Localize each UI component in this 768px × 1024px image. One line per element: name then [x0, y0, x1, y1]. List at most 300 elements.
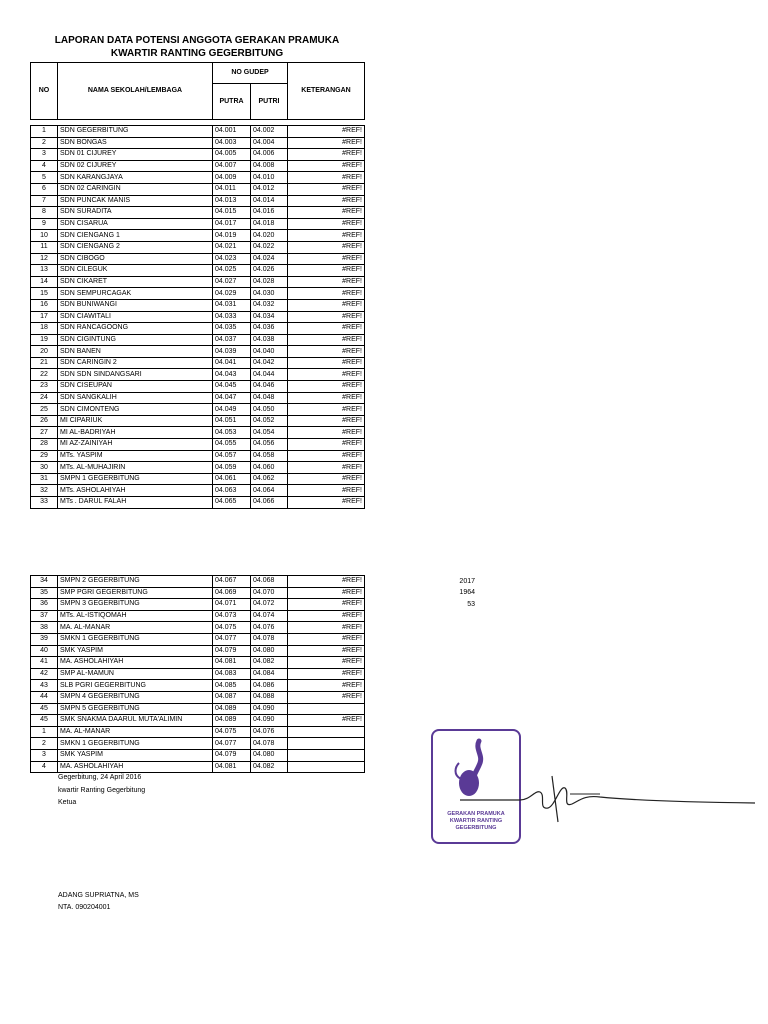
row-putri: 04.090 [251, 703, 288, 715]
row-putra: 04.049 [213, 404, 251, 416]
row-school-name: SDN CIMONTENG [58, 404, 213, 416]
row-school-name: MA. ASHOLAHIYAH [58, 761, 213, 773]
row-no: 37 [31, 610, 58, 622]
row-no: 36 [31, 599, 58, 611]
row-putra: 04.019 [213, 230, 251, 242]
row-school-name: SDN BANEN [58, 346, 213, 358]
row-putri: 04.050 [251, 404, 288, 416]
row-school-name: MTs . DARUL FALAH [58, 497, 213, 509]
row-putri: 04.024 [251, 253, 288, 265]
row-school-name: SMK YASPIM [58, 749, 213, 761]
row-keterangan: #REF! [288, 265, 365, 277]
table-row [31, 160, 365, 172]
row-no: 21 [31, 357, 58, 369]
row-keterangan: #REF! [288, 485, 365, 497]
row-putra: 04.077 [213, 738, 251, 750]
row-putri: 04.028 [251, 276, 288, 288]
side-value-1: 2017 [459, 578, 475, 585]
row-putri: 04.022 [251, 241, 288, 253]
row-putra: 04.031 [213, 299, 251, 311]
row-no: 9 [31, 218, 58, 230]
row-keterangan: #REF! [288, 576, 365, 588]
row-putra: 04.011 [213, 183, 251, 195]
row-keterangan: #REF! [288, 645, 365, 657]
table-row [31, 311, 365, 323]
row-school-name: SDN 02 CARINGIN [58, 183, 213, 195]
row-school-name: SDN CIAWITALI [58, 311, 213, 323]
row-school-name: SMPN 4 GEGERBITUNG [58, 691, 213, 703]
row-keterangan: #REF! [288, 137, 365, 149]
row-school-name: SDN CIBOGO [58, 253, 213, 265]
row-school-name: SDN 02 CIJUREY [58, 160, 213, 172]
row-school-name: SDN SDN SINDANGSARI [58, 369, 213, 381]
row-putra: 04.081 [213, 761, 251, 773]
row-putra: 04.061 [213, 473, 251, 485]
row-putra: 04.069 [213, 587, 251, 599]
row-putra: 04.001 [213, 126, 251, 138]
row-putra: 04.087 [213, 691, 251, 703]
row-putra: 04.071 [213, 599, 251, 611]
row-putra: 04.063 [213, 485, 251, 497]
row-no: 29 [31, 450, 58, 462]
row-no: 44 [31, 691, 58, 703]
table-row [31, 265, 365, 277]
row-no: 40 [31, 645, 58, 657]
row-school-name: SDN PUNCAK MANIS [58, 195, 213, 207]
row-keterangan: #REF! [288, 149, 365, 161]
row-no: 4 [31, 160, 58, 172]
row-school-name: SDN KARANGJAYA [58, 172, 213, 184]
row-no: 24 [31, 392, 58, 404]
row-keterangan: #REF! [288, 172, 365, 184]
side-value-3: 53 [467, 601, 475, 608]
row-school-name: SDN RANCAGOONG [58, 323, 213, 335]
row-keterangan: #REF! [288, 715, 365, 727]
row-no: 7 [31, 195, 58, 207]
row-keterangan [288, 726, 365, 738]
row-keterangan: #REF! [288, 680, 365, 692]
row-putra: 04.089 [213, 703, 251, 715]
row-putra: 04.035 [213, 323, 251, 335]
row-keterangan: #REF! [288, 450, 365, 462]
row-school-name: SDN BUNIWANGI [58, 299, 213, 311]
row-no: 17 [31, 311, 58, 323]
row-no: 25 [31, 404, 58, 416]
row-keterangan: #REF! [288, 299, 365, 311]
row-school-name: SDN CISEUPAN [58, 381, 213, 393]
row-school-name: SMPN 3 GEGERBITUNG [58, 599, 213, 611]
row-putra: 04.043 [213, 369, 251, 381]
row-keterangan: #REF! [288, 668, 365, 680]
table-row [31, 404, 365, 416]
row-putri: 04.020 [251, 230, 288, 242]
row-school-name: MI AL-BADRIYAH [58, 427, 213, 439]
table-row [31, 473, 365, 485]
row-keterangan: #REF! [288, 599, 365, 611]
table-row [31, 610, 365, 622]
row-keterangan [288, 761, 365, 773]
row-no: 15 [31, 288, 58, 300]
row-school-name: SMPN 1 GEGERBITUNG [58, 473, 213, 485]
row-putri: 04.006 [251, 149, 288, 161]
row-putra: 04.083 [213, 668, 251, 680]
row-no: 12 [31, 253, 58, 265]
row-keterangan: #REF! [288, 334, 365, 346]
table-row [31, 230, 365, 242]
table-row [31, 323, 365, 335]
table-row [31, 587, 365, 599]
signatory-name: ADANG SUPRIATNA, MS [58, 892, 139, 899]
row-keterangan: #REF! [288, 288, 365, 300]
table-row [31, 599, 365, 611]
row-putri: 04.012 [251, 183, 288, 195]
row-keterangan: #REF! [288, 369, 365, 381]
row-no: 23 [31, 381, 58, 393]
table-row [31, 137, 365, 149]
report-title: LAPORAN DATA POTENSI ANGGOTA GERAKAN PRAMUKA [54, 35, 340, 46]
row-putri: 04.048 [251, 392, 288, 404]
row-putri: 04.058 [251, 450, 288, 462]
row-school-name: SDN SANGKALIH [58, 392, 213, 404]
row-no: 33 [31, 497, 58, 509]
row-school-name: SDN SEMPURCAGAK [58, 288, 213, 300]
row-keterangan [288, 749, 365, 761]
table-row [31, 497, 365, 509]
row-school-name: SDN CIENGANG 2 [58, 241, 213, 253]
table-row [31, 172, 365, 184]
signature-place-date: Gegerbitung, 24 April 2016 [58, 774, 142, 781]
row-putra: 04.021 [213, 241, 251, 253]
row-putri: 04.068 [251, 576, 288, 588]
row-no: 1 [31, 726, 58, 738]
header-nama: NAMA SEKOLAH/LEMBAGA [58, 63, 213, 120]
row-putra: 04.079 [213, 749, 251, 761]
row-no: 22 [31, 369, 58, 381]
row-putra: 04.029 [213, 288, 251, 300]
row-keterangan: #REF! [288, 473, 365, 485]
stamp-line-3: GEGERBITUNG [455, 825, 497, 831]
row-putri: 04.040 [251, 346, 288, 358]
row-putri: 04.060 [251, 462, 288, 474]
table-row [31, 633, 365, 645]
row-putra: 04.023 [213, 253, 251, 265]
row-keterangan: #REF! [288, 276, 365, 288]
row-school-name: MI CIPARIUK [58, 415, 213, 427]
row-school-name: SMPN 2 GEGERBITUNG [58, 576, 213, 588]
row-school-name: MA. AL-MANAR [58, 726, 213, 738]
row-putri: 04.064 [251, 485, 288, 497]
table-row [31, 726, 365, 738]
row-putra: 04.079 [213, 645, 251, 657]
row-keterangan: #REF! [288, 230, 365, 242]
row-no: 30 [31, 462, 58, 474]
table-header [30, 62, 365, 120]
signature-org: kwartir Ranting Gegerbitung [58, 787, 146, 794]
row-putri: 04.072 [251, 599, 288, 611]
row-putri: 04.044 [251, 369, 288, 381]
side-value-2: 1964 [459, 589, 475, 596]
row-putra: 04.045 [213, 381, 251, 393]
table-row [31, 439, 365, 451]
row-school-name: SMKN 1 GEGERBITUNG [58, 633, 213, 645]
table-row [31, 691, 365, 703]
row-putri: 04.066 [251, 497, 288, 509]
row-putri: 04.004 [251, 137, 288, 149]
table-row [31, 381, 365, 393]
report-subtitle: KWARTIR RANTING GEGERBITUNG [110, 48, 284, 59]
row-school-name: SDN GEGERBITUNG [58, 126, 213, 138]
row-putra: 04.005 [213, 149, 251, 161]
row-no: 3 [31, 749, 58, 761]
row-school-name: SDN CIGINTUNG [58, 334, 213, 346]
stamp-line-1: GERAKAN PRAMUKA [447, 811, 505, 817]
table-row [31, 276, 365, 288]
row-no: 28 [31, 439, 58, 451]
header-no: NO [31, 63, 58, 120]
row-putri: 04.046 [251, 381, 288, 393]
row-putra: 04.065 [213, 497, 251, 509]
row-school-name: SDN BONGAS [58, 137, 213, 149]
row-keterangan: #REF! [288, 323, 365, 335]
row-no: 32 [31, 485, 58, 497]
stamp-line-2: KWARTIR RANTING [449, 818, 503, 824]
row-putri: 04.082 [251, 761, 288, 773]
row-no: 26 [31, 415, 58, 427]
table-row [31, 576, 365, 588]
row-putra: 04.033 [213, 311, 251, 323]
row-no: 43 [31, 680, 58, 692]
row-putri: 04.080 [251, 749, 288, 761]
row-putri: 04.026 [251, 265, 288, 277]
row-putri: 04.042 [251, 357, 288, 369]
row-putri: 04.032 [251, 299, 288, 311]
table-row [31, 334, 365, 346]
row-keterangan: #REF! [288, 346, 365, 358]
row-putra: 04.055 [213, 439, 251, 451]
row-keterangan: #REF! [288, 497, 365, 509]
signatory-nta: NTA. 090204001 [58, 904, 111, 911]
row-no: 39 [31, 633, 58, 645]
row-putra: 04.037 [213, 334, 251, 346]
row-no: 2 [31, 137, 58, 149]
table-row [31, 149, 365, 161]
row-no: 45 [31, 703, 58, 715]
table-row [31, 680, 365, 692]
row-putra: 04.059 [213, 462, 251, 474]
header-putra: PUTRA [213, 84, 251, 120]
row-keterangan: #REF! [288, 253, 365, 265]
table-row [31, 749, 365, 761]
data-table-1 [30, 125, 365, 509]
row-putra: 04.013 [213, 195, 251, 207]
row-school-name: SLB PGRI GEGERBITUNG [58, 680, 213, 692]
row-putra: 04.007 [213, 160, 251, 172]
row-keterangan: #REF! [288, 381, 365, 393]
row-no: 42 [31, 668, 58, 680]
row-putra: 04.089 [213, 715, 251, 727]
table-row [31, 218, 365, 230]
row-keterangan [288, 703, 365, 715]
row-putri: 04.030 [251, 288, 288, 300]
row-putri: 04.088 [251, 691, 288, 703]
header-putri: PUTRI [251, 84, 288, 120]
row-school-name: SMP PGRI GEGERBITUNG [58, 587, 213, 599]
row-school-name: MA. AL-MANAR [58, 622, 213, 634]
row-keterangan: #REF! [288, 439, 365, 451]
row-putra: 04.075 [213, 726, 251, 738]
table-row [31, 126, 365, 138]
row-school-name: MI AZ-ZAINIYAH [58, 439, 213, 451]
row-keterangan [288, 738, 365, 750]
row-putra: 04.047 [213, 392, 251, 404]
row-school-name: SDN CIENGANG 1 [58, 230, 213, 242]
row-no: 18 [31, 323, 58, 335]
row-no: 16 [31, 299, 58, 311]
row-keterangan: #REF! [288, 218, 365, 230]
row-putri: 04.070 [251, 587, 288, 599]
table-row [31, 183, 365, 195]
row-putra: 04.067 [213, 576, 251, 588]
row-keterangan: #REF! [288, 415, 365, 427]
table-row [31, 288, 365, 300]
row-school-name: MTs. YASPIM [58, 450, 213, 462]
header-gudep: NO GUDEP [213, 63, 288, 84]
row-no: 4 [31, 761, 58, 773]
table-row [31, 450, 365, 462]
row-no: 11 [31, 241, 58, 253]
row-putri: 04.038 [251, 334, 288, 346]
row-putri: 04.052 [251, 415, 288, 427]
row-putra: 04.057 [213, 450, 251, 462]
row-no: 38 [31, 622, 58, 634]
row-putra: 04.041 [213, 357, 251, 369]
row-keterangan: #REF! [288, 207, 365, 219]
table-row [31, 738, 365, 750]
row-putra: 04.085 [213, 680, 251, 692]
row-putra: 04.003 [213, 137, 251, 149]
row-school-name: SMP AL-MAMUN [58, 668, 213, 680]
row-putra: 04.051 [213, 415, 251, 427]
table-row [31, 715, 365, 727]
row-school-name: SDN CISARUA [58, 218, 213, 230]
row-school-name: MTs. AL-MUHAJIRIN [58, 462, 213, 474]
row-no: 41 [31, 657, 58, 669]
row-putra: 04.025 [213, 265, 251, 277]
row-school-name: SMPN 5 GEGERBITUNG [58, 703, 213, 715]
row-putra: 04.015 [213, 207, 251, 219]
row-keterangan: #REF! [288, 462, 365, 474]
row-school-name: SMKN 1 GEGERBITUNG [58, 738, 213, 750]
row-putri: 04.002 [251, 126, 288, 138]
row-no: 10 [31, 230, 58, 242]
row-putra: 04.027 [213, 276, 251, 288]
table-row [31, 195, 365, 207]
table-row [31, 241, 365, 253]
row-school-name: MTs. ASHOLAHIYAH [58, 485, 213, 497]
row-putri: 04.008 [251, 160, 288, 172]
row-putra: 04.017 [213, 218, 251, 230]
table-row [31, 485, 365, 497]
row-school-name: SDN CARINGIN 2 [58, 357, 213, 369]
row-no: 2 [31, 738, 58, 750]
table-row [31, 369, 365, 381]
table-row [31, 427, 365, 439]
row-putri: 04.090 [251, 715, 288, 727]
row-putri: 04.076 [251, 622, 288, 634]
row-no: 13 [31, 265, 58, 277]
row-no: 8 [31, 207, 58, 219]
row-keterangan: #REF! [288, 657, 365, 669]
row-putri: 04.010 [251, 172, 288, 184]
row-school-name: SDN 01 CIJUREY [58, 149, 213, 161]
row-putri: 04.034 [251, 311, 288, 323]
row-keterangan: #REF! [288, 404, 365, 416]
row-keterangan: #REF! [288, 610, 365, 622]
row-no: 14 [31, 276, 58, 288]
row-school-name: SDN CILEGUK [58, 265, 213, 277]
header-keterangan: KETERANGAN [288, 63, 365, 120]
row-keterangan: #REF! [288, 427, 365, 439]
row-putra: 04.073 [213, 610, 251, 622]
row-putri: 04.080 [251, 645, 288, 657]
row-keterangan: #REF! [288, 311, 365, 323]
row-no: 6 [31, 183, 58, 195]
row-putri: 04.084 [251, 668, 288, 680]
handwritten-signature [460, 770, 760, 830]
row-school-name: MTs. AL-ISTIQOMAH [58, 610, 213, 622]
data-table-2 [30, 575, 365, 773]
table-row [31, 657, 365, 669]
row-putri: 04.078 [251, 633, 288, 645]
row-putri: 04.036 [251, 323, 288, 335]
row-putra: 04.039 [213, 346, 251, 358]
row-putri: 04.074 [251, 610, 288, 622]
row-no: 34 [31, 576, 58, 588]
row-keterangan: #REF! [288, 587, 365, 599]
row-putri: 04.056 [251, 439, 288, 451]
table-row [31, 415, 365, 427]
row-no: 1 [31, 126, 58, 138]
row-putri: 04.054 [251, 427, 288, 439]
row-keterangan: #REF! [288, 691, 365, 703]
row-keterangan: #REF! [288, 195, 365, 207]
row-no: 35 [31, 587, 58, 599]
row-putra: 04.053 [213, 427, 251, 439]
row-no: 20 [31, 346, 58, 358]
row-keterangan: #REF! [288, 241, 365, 253]
row-keterangan: #REF! [288, 392, 365, 404]
row-keterangan: #REF! [288, 183, 365, 195]
row-no: 27 [31, 427, 58, 439]
row-putri: 04.082 [251, 657, 288, 669]
table-row [31, 622, 365, 634]
row-putri: 04.016 [251, 207, 288, 219]
table-row [31, 462, 365, 474]
row-no: 31 [31, 473, 58, 485]
row-no: 19 [31, 334, 58, 346]
row-putra: 04.081 [213, 657, 251, 669]
row-keterangan: #REF! [288, 126, 365, 138]
row-putri: 04.062 [251, 473, 288, 485]
row-keterangan: #REF! [288, 160, 365, 172]
table-row [31, 207, 365, 219]
table-row [31, 645, 365, 657]
signature-role: Ketua [58, 799, 77, 806]
table-row [31, 357, 365, 369]
table-row [31, 299, 365, 311]
row-putra: 04.077 [213, 633, 251, 645]
row-putri: 04.018 [251, 218, 288, 230]
